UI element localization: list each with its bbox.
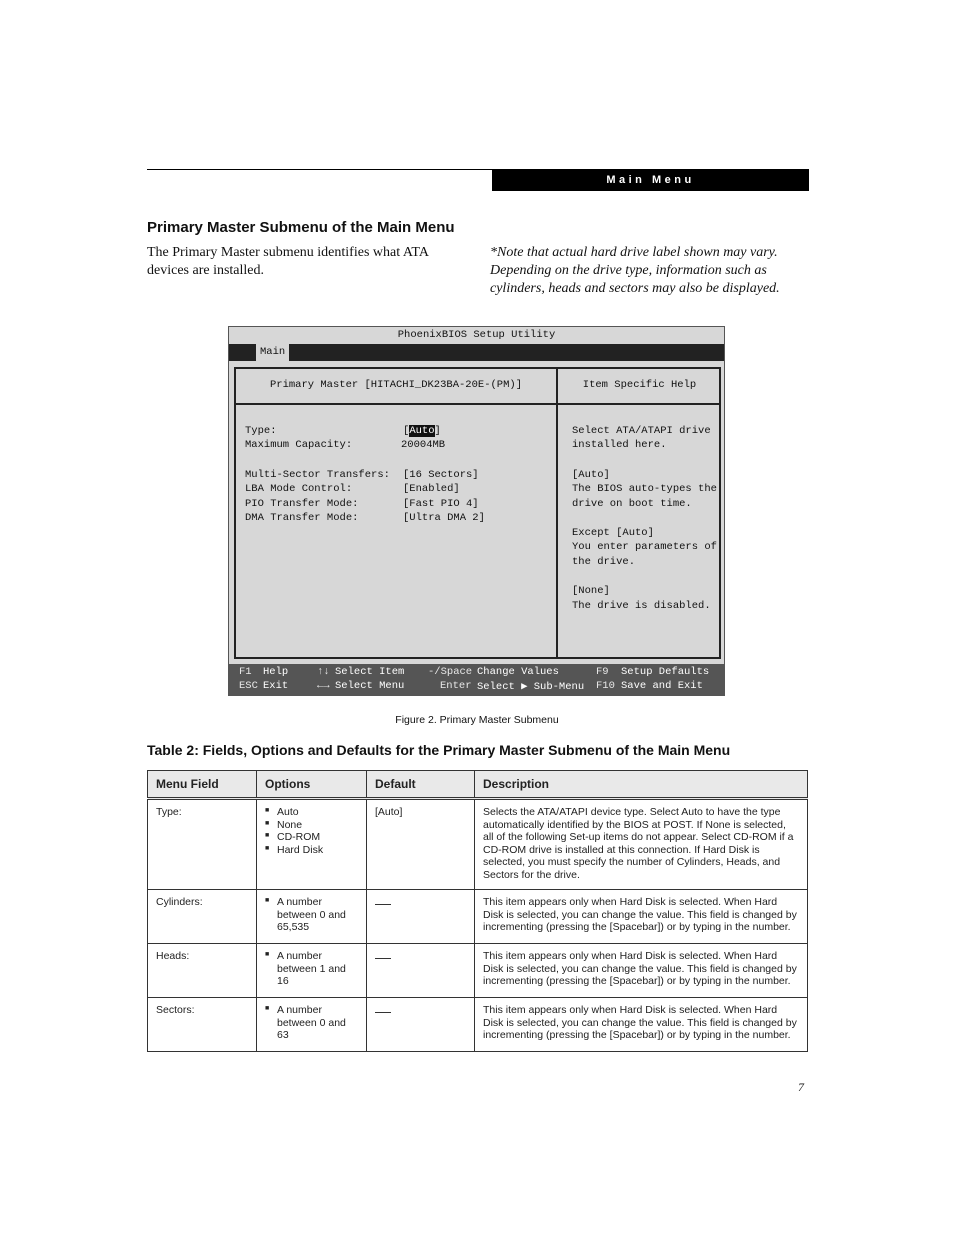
- table-header-row: [148, 771, 808, 799]
- cell-options: [257, 998, 367, 1052]
- bios-panel-header-rule: [236, 403, 719, 405]
- footer-action: Select Menu: [335, 680, 405, 692]
- option-item: ■ A number between 0 and 63: [265, 1004, 358, 1042]
- bios-help-line: Select ATA/ATAPI drive: [572, 425, 711, 437]
- options-table: [147, 770, 808, 1052]
- cell-field: Cylinders:: [148, 890, 257, 944]
- footer-key-f10[interactable]: F10: [596, 680, 615, 692]
- bios-field-value[interactable]: [Fast PIO 4]: [403, 498, 479, 510]
- footer-key-space[interactable]: -/Space: [428, 666, 473, 678]
- bios-title: PhoenixBIOS Setup Utility: [397, 329, 556, 341]
- bios-help-line: You enter parameters of: [572, 541, 717, 553]
- bios-help-line: installed here.: [572, 439, 667, 451]
- footer-action: Change Values: [477, 666, 559, 678]
- bios-field-label: Type:: [245, 425, 277, 437]
- cell-options: [257, 944, 367, 998]
- col-header: Default: [367, 771, 475, 799]
- col-header: Description: [475, 771, 808, 799]
- footer-key-updown[interactable]: ↑↓: [317, 666, 330, 678]
- footer-action: Select ▶ Sub-Menu: [477, 681, 585, 693]
- option-item: ■ CD-ROM: [265, 831, 358, 844]
- footer-key-f9[interactable]: F9: [596, 666, 609, 678]
- option-item: ■ None: [265, 819, 358, 832]
- cell-description: This item appears only when Hard Disk is selected. When Hard Disk is selected, you can change the value. This field is changed by incrementing (pressing the [Spacebar]) or by typing in the number.: [475, 890, 808, 944]
- col-header: Menu Field: [148, 771, 257, 799]
- table-row: [148, 998, 808, 1052]
- note-text: *Note that actual hard drive label shown may vary. Depending on the drive type, information such as cylinders, heads and sectors may also be displayed.: [490, 245, 780, 296]
- bios-tab-main[interactable]: Main: [256, 344, 289, 361]
- bios-help-line: [None]: [572, 585, 610, 597]
- bios-field-value[interactable]: [Ultra DMA 2]: [403, 512, 485, 524]
- section-header-bar: Main Menu: [492, 169, 809, 191]
- bios-field-label: PIO Transfer Mode:: [245, 498, 359, 510]
- footer-key-f1[interactable]: F1: [239, 666, 252, 678]
- cell-field: Sectors:: [148, 998, 257, 1052]
- bios-selected-value[interactable]: Auto: [409, 425, 435, 437]
- table-title: Table 2: Fields, Options and Defaults for the Primary Master Submenu of the Main Menu: [147, 742, 731, 758]
- footer-action: Select Item: [335, 666, 405, 678]
- cell-default: [367, 998, 475, 1052]
- bios-help-title: Item Specific Help: [582, 379, 697, 391]
- bios-field-label: DMA Transfer Mode:: [245, 512, 359, 524]
- bios-panel-title: Primary Master [HITACHI_DK23BA-20E-(PM)]: [269, 379, 523, 391]
- cell-description: This item appears only when Hard Disk is selected. When Hard Disk is selected, you can change the value. This field is changed by incrementing (pressing the [Spacebar]) or by typing in the number.: [475, 998, 808, 1052]
- bios-panel: [234, 367, 721, 659]
- bios-panel-divider: [556, 369, 558, 657]
- empty-default-dash: [375, 904, 391, 905]
- option-item: ■ Auto: [265, 806, 358, 819]
- option-item: ■ A number between 0 and 65,535: [265, 896, 358, 934]
- footer-key-esc[interactable]: ESC: [239, 680, 258, 692]
- section-title: Primary Master Submenu of the Main Menu: [147, 219, 455, 236]
- footer-key-enter[interactable]: Enter: [440, 680, 472, 692]
- intro-text: The Primary Master submenu identifies what ATA devices are installed.: [147, 245, 429, 278]
- bios-help-line: drive on boot time.: [572, 498, 692, 510]
- cell-description: Selects the ATA/ATAPI device type. Select Auto to have the type automatically identified by the BIOS at POST. If None is selected, all of the following Set-up items do not appear. Select CD-ROM if a CD-ROM drive is installed at this connection. If Hard Disk is selected, you must specify the number of Cylinders, Heads, and Sectors for the drive.: [475, 799, 808, 890]
- bios-field-value: 20004MB: [401, 439, 446, 451]
- footer-action: Setup Defaults: [621, 666, 710, 678]
- bios-bracket-open: [: [403, 425, 410, 437]
- bios-field-value[interactable]: [Enabled]: [403, 483, 460, 495]
- page-number: 7: [798, 1080, 804, 1094]
- footer-action: Exit: [263, 680, 289, 692]
- bios-field-label: Multi-Sector Transfers:: [245, 469, 390, 481]
- bios-help-line: Except [Auto]: [572, 527, 654, 539]
- bios-menubar: [229, 344, 724, 361]
- bios-help-line: The drive is disabled.: [572, 600, 711, 612]
- option-item: ■ A number between 1 and 16: [265, 950, 358, 988]
- option-item: ■ Hard Disk: [265, 844, 358, 857]
- cell-default: [367, 944, 475, 998]
- empty-default-dash: [375, 958, 391, 959]
- bios-screen: [228, 326, 725, 696]
- bios-help-line: the drive.: [572, 556, 636, 568]
- table-row: [148, 890, 808, 944]
- cell-description: This item appears only when Hard Disk is selected. When Hard Disk is selected, you can change the value. This field is changed by incrementing (pressing the [Spacebar]) or by typing in the number.: [475, 944, 808, 998]
- cell-options: [257, 799, 367, 890]
- footer-action: Save and Exit: [621, 680, 703, 692]
- bios-field-value[interactable]: [16 Sectors]: [403, 469, 479, 481]
- bios-field-type-value[interactable]: [403, 425, 441, 437]
- col-header: Options: [257, 771, 367, 799]
- cell-options: [257, 890, 367, 944]
- figure-caption: Figure 2. Primary Master Submenu: [395, 714, 559, 726]
- cell-field: Heads:: [148, 944, 257, 998]
- bios-field-label: LBA Mode Control:: [245, 483, 353, 495]
- empty-default-dash: [375, 1012, 391, 1013]
- bios-footer: [229, 664, 724, 695]
- bios-help-line: The BIOS auto-types the: [572, 483, 717, 495]
- bios-bracket-close: ]: [434, 425, 441, 437]
- cell-default: [367, 890, 475, 944]
- bios-field-label: Maximum Capacity:: [245, 439, 353, 451]
- header-rule: [147, 169, 493, 170]
- bios-help-line: [Auto]: [572, 469, 610, 481]
- cell-field: Type:: [148, 799, 257, 890]
- cell-default: [Auto]: [367, 799, 475, 890]
- footer-action: Help: [263, 666, 289, 678]
- table-row: [148, 799, 808, 890]
- footer-key-leftright[interactable]: ←→: [317, 680, 330, 692]
- table-row: [148, 944, 808, 998]
